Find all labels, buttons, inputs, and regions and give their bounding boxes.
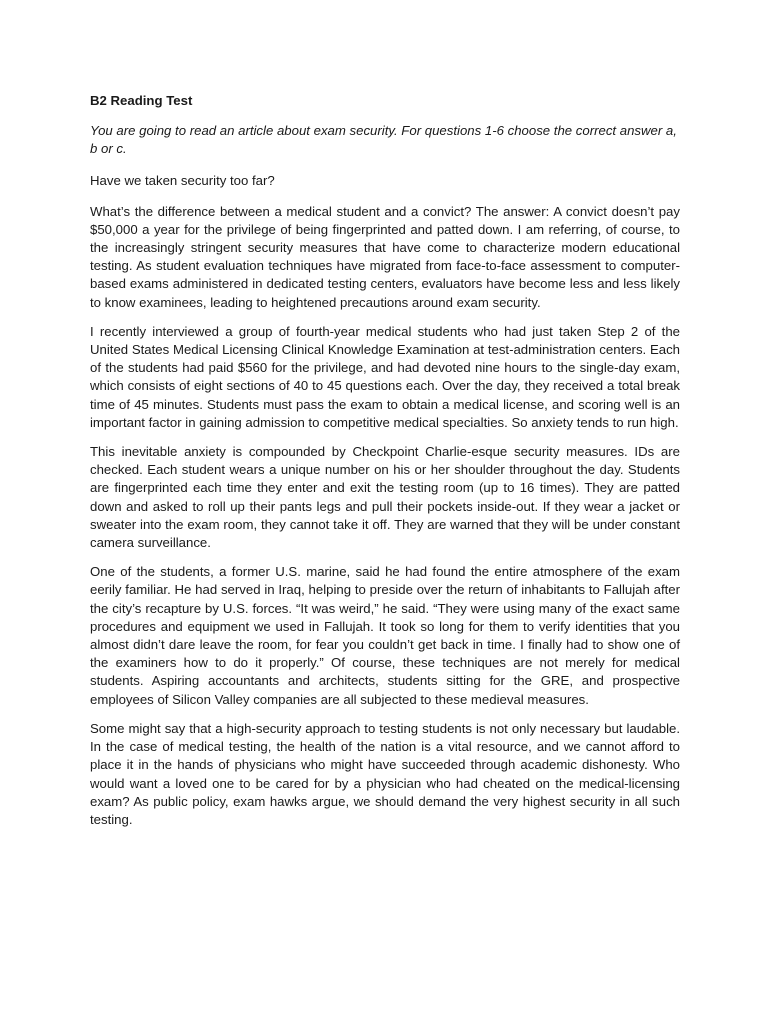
paragraph-1: What’s the difference between a medical student and a convict? The answer: A convict doesn’t pay $50,000 a year for the privilege of being fingerprinted and patted down. I am referring, of course, to the increasingly stringent security measures that have come to characterize modern educational testing. As student evaluation techniques have migrated from face-to-face assessment to computer-based exams administered in dedicated testing centers, evaluators have become less and less likely to know examinees, leading to heightened precautions around exam security. (90, 203, 680, 310)
paragraph-5: Some might say that a high-security approach to testing students is not only necessary but laudable. In the case of medical testing, the health of the nation is a vital resource, and we cannot afford to place it in the hands of physicians who might have succeeded through academic dishonesty. Who would want a loved one to be cared for by a physician who had cheated on the medical-licensing exam? As public policy, exam hawks argue, we should demand the very highest security in all such testing. (90, 720, 680, 827)
article-title: Have we taken security too far? (90, 173, 275, 189)
paragraph-2: I recently interviewed a group of fourth-year medical students who had just taken Step 2 of the United States Medical Licensing Clinical Knowledge Examination at test-administration centers. Each of the students had paid $560 for the privilege, and had devoted nine hours to the single-day exam, which consists of eight sections of 40 to 45 questions each. Over the day, they received a total break time of 45 minutes. Students must pass the exam to obtain a medical license, and scoring well is an important factor in gaining admission to competitive medical specialties. So anxiety tends to run high. (90, 323, 680, 430)
instructions-text: You are going to read an article about exam security. For questions 1-6 choose the correct answer a, b or c. (90, 123, 677, 157)
paragraph-3: This inevitable anxiety is compounded by Checkpoint Charlie-esque security measures. IDs are checked. Each student wears a unique number on his or her shoulder throughout the day. Students are fingerprinted each time they enter and exit the testing room (up to 16 times). They are patted down and asked to roll up their pants legs and pull their pockets inside-out. If they wear a jacket or sweater into the exam room, they cannot take it off. They are warned that they will be under constant camera surveillance. (90, 444, 680, 551)
paragraph-4: One of the students, a former U.S. marine, said he had found the entire atmosphere of the exam eerily familiar. He had served in Iraq, helping to preside over the return of inhabitants to Fallujah after the city’s recapture by U.S. forces. “It was weird,” he said. “They were using many of the exact same procedures and equipment we used in Fallujah. It took so long for them to verify identities that you almost didn’t dare leave the room, for fear you couldn’t get back in time. I finally had to show one of the examiners how to do it properly.” Of course, these techniques are not merely for medical students. Aspiring accountants and architects, students sitting for the GRE, and prospective employees of Silicon Valley companies are all subjected to these medieval measures. (90, 564, 680, 707)
document-page (90, 91, 680, 840)
document-title: B2 Reading Test (90, 93, 193, 108)
